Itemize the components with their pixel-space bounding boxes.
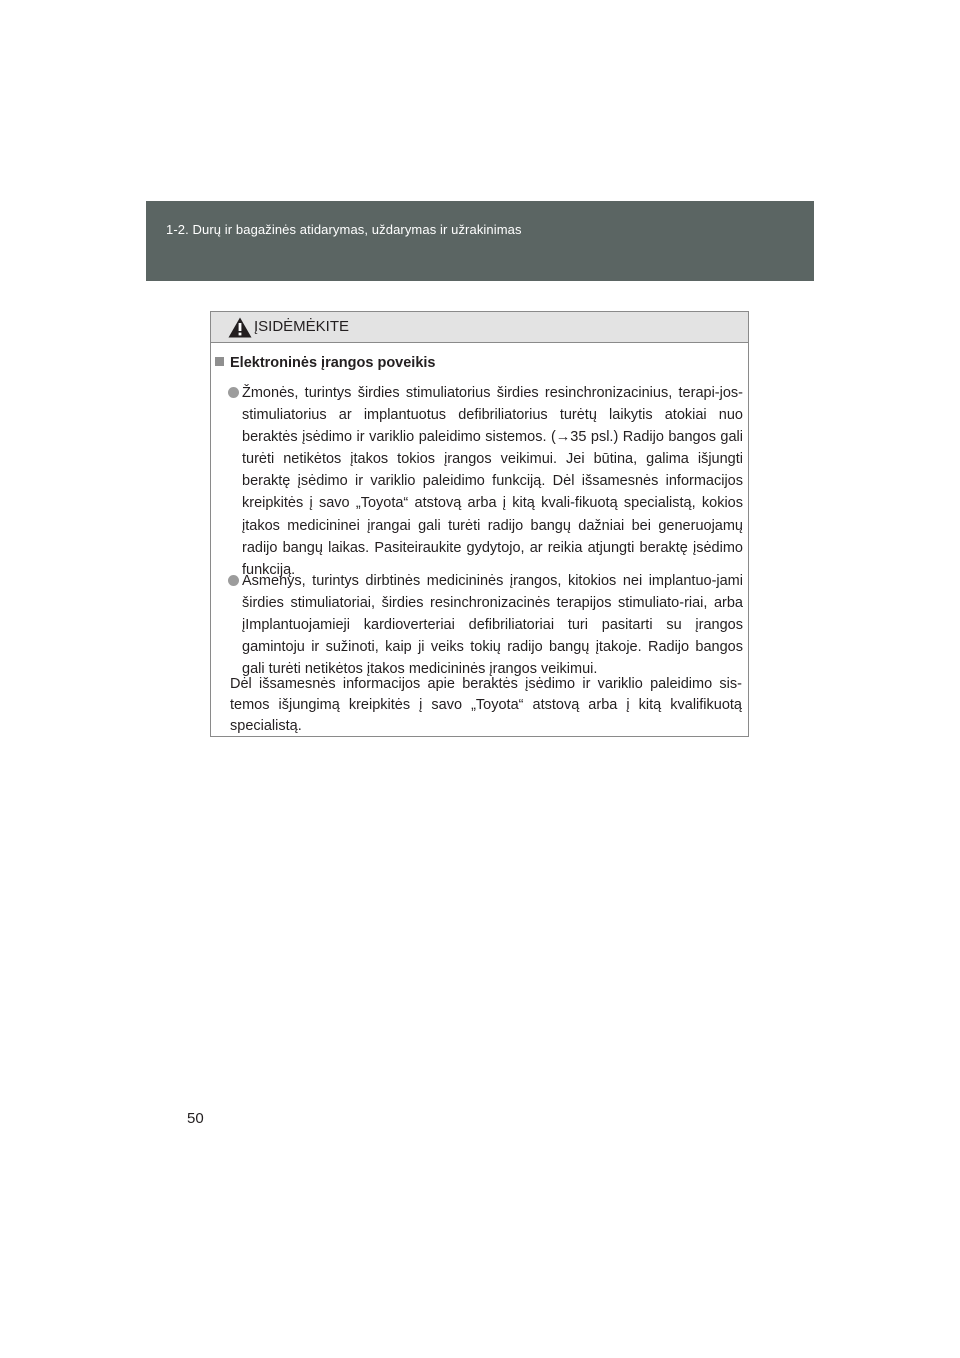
list-item-text: Asmenys, turintys dirbtinės medicininės įrangos, kitokios nei implantuo-jami širdies stimuliatoriai, širdies resinchronizacinės terapijos stimuliato-riai, arba įImplantuojamieji kardioverteriai defibriliatoriai turi pasitarti su įrangos gamintoju ir sužinoti, kaip ji veiks tokių radijo bangų įtakoje. Radijo bangos gali turėti netikėtos įtakos medicininės įrangos veikimui. [242,573,743,678]
caution-header [211,312,748,343]
square-bullet-icon [215,357,224,366]
caution-note: Dėl išsamesnės informacijos apie beraktės įsėdimo ir variklio paleidimo sis-temos išjungimą kreipkitės į savo „Toyota“ atstovą arba į kitą kvalifikuotą specialistą. [230,676,742,734]
chapter-title: 1-2. Durų ir bagažinės atidarymas, uždarymas ir užrakinimas [166,222,522,237]
section-heading [215,355,436,371]
round-bullet-icon [228,387,239,398]
warning-triangle-icon [228,317,252,338]
chapter-header [146,201,814,281]
section-heading-text: Elektroninės įrangos poveikis [230,355,436,371]
list-item-text: Žmonės, turintys širdies stimuliatorius širdies resinchronizacinius, terapi-jos-stimuliatorius ar implantuotus defibriliatorius turėtų laikytis atokiai nuo beraktės įsėdimo ir variklio paleidimo sistemos. (→35 psl.) Radijo bangos gali turėti netikėtos įtakos tokios įrangos veikimui. Jei būtina, galima išjungti beraktę įsėdimo ir variklio paleidimo funkciją. Dėl išsamesnės informacijos kreipkitės į savo „Toyota“ atstovą arba į kitą kvali-fikuotą specialistą, kokios įtakos medicininei įrangai gali turėti radijo bangų dažniai bei generuojamų radijo bangų laikas. Pasiteiraukite gydytojo, ar reikia atjungti beraktę įsėdimo funkciją. [242,385,743,578]
list-item [228,382,743,581]
page-number: 50 [187,1110,204,1127]
caution-box [210,311,749,737]
caution-title: ĮSIDĖMĖKITE [254,318,350,335]
list-item [228,570,743,680]
round-bullet-icon [228,575,239,586]
